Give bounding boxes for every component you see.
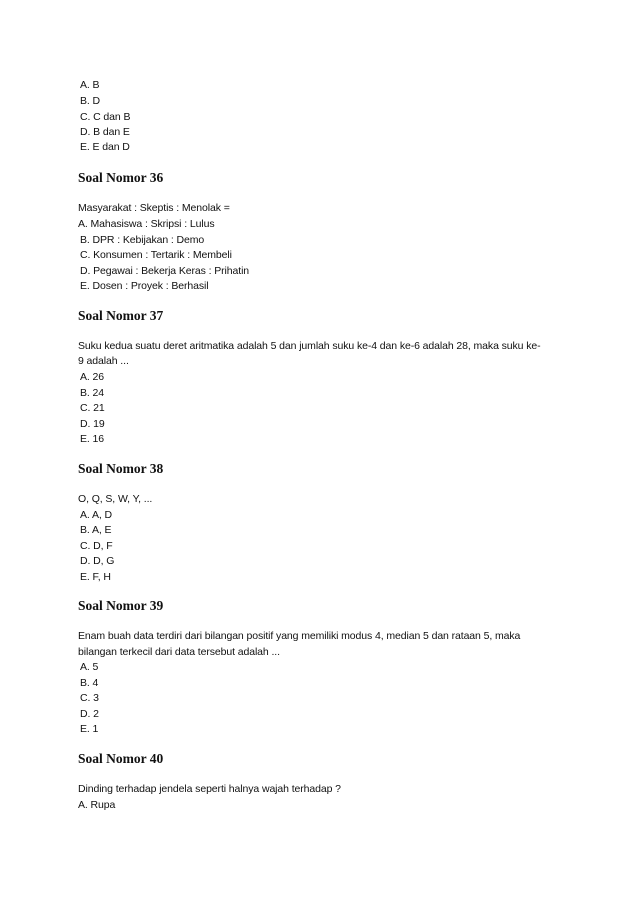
question-40-option-a: A. Rupa — [78, 799, 116, 811]
question-37-option-c: C. 21 — [80, 402, 105, 414]
question-39-text-line2: bilangan terkecil dari data tersebut adalah ... — [78, 646, 280, 658]
question-38-option-a: A. A, D — [80, 509, 112, 521]
question-39-option-d: D. 2 — [80, 708, 99, 720]
question-37-text-line2: 9 adalah ... — [78, 355, 129, 367]
question-37-text-line1: Suku kedua suatu deret aritmatika adalah 5 dan jumlah suku ke-4 dan ke-6 adalah 28, maka suku ke- — [78, 340, 541, 352]
option-c: C. C dan B — [80, 111, 131, 123]
option-b: B. D — [80, 95, 101, 107]
question-39-title: Soal Nomor 39 — [78, 598, 164, 613]
question-37-option-e: E. 16 — [80, 433, 105, 445]
question-38-option-d: D. D, G — [80, 555, 115, 567]
question-39-text-line1: Enam buah data terdiri dari bilangan positif yang memiliki modus 4, median 5 dan rataan 5, maka — [78, 630, 521, 642]
question-37-option-b: B. 24 — [80, 387, 105, 399]
question-38-option-b: B. A, E — [80, 524, 112, 536]
question-36-title: Soal Nomor 36 — [78, 170, 164, 185]
question-38-text: O, Q, S, W, Y, ... — [78, 493, 153, 505]
question-40-text: Dinding terhadap jendela seperti halnya wajah terhadap ? — [78, 783, 341, 795]
question-39-option-a: A. 5 — [80, 661, 99, 673]
question-36-option-e: E. Dosen : Proyek : Berhasil — [80, 280, 209, 292]
question-38-title: Soal Nomor 38 — [78, 461, 164, 476]
question-36-text: Masyarakat : Skeptis : Menolak = — [78, 202, 230, 214]
question-39-option-e: E. 1 — [80, 723, 99, 735]
question-36-option-a: A. Mahasiswa : Skripsi : Lulus — [78, 218, 215, 230]
question-39-option-b: B. 4 — [80, 677, 99, 689]
question-40-title: Soal Nomor 40 — [78, 751, 164, 766]
question-37-option-d: D. 19 — [80, 418, 105, 430]
question-36-option-c: C. Konsumen : Tertarik : Membeli — [80, 249, 232, 261]
question-39-option-c: C. 3 — [80, 692, 99, 704]
option-a: A. B — [80, 79, 100, 91]
question-36-option-d: D. Pegawai : Bekerja Keras : Prihatin — [80, 265, 250, 277]
option-e: E. E dan D — [80, 141, 130, 153]
question-37-option-a: A. 26 — [80, 371, 105, 383]
question-37-title: Soal Nomor 37 — [78, 308, 164, 323]
question-38-option-e: E. F, H — [80, 571, 111, 583]
question-38-option-c: C. D, F — [80, 540, 113, 552]
question-36-option-b: B. DPR : Kebijakan : Demo — [80, 234, 205, 246]
option-d: D. B dan E — [80, 126, 130, 138]
